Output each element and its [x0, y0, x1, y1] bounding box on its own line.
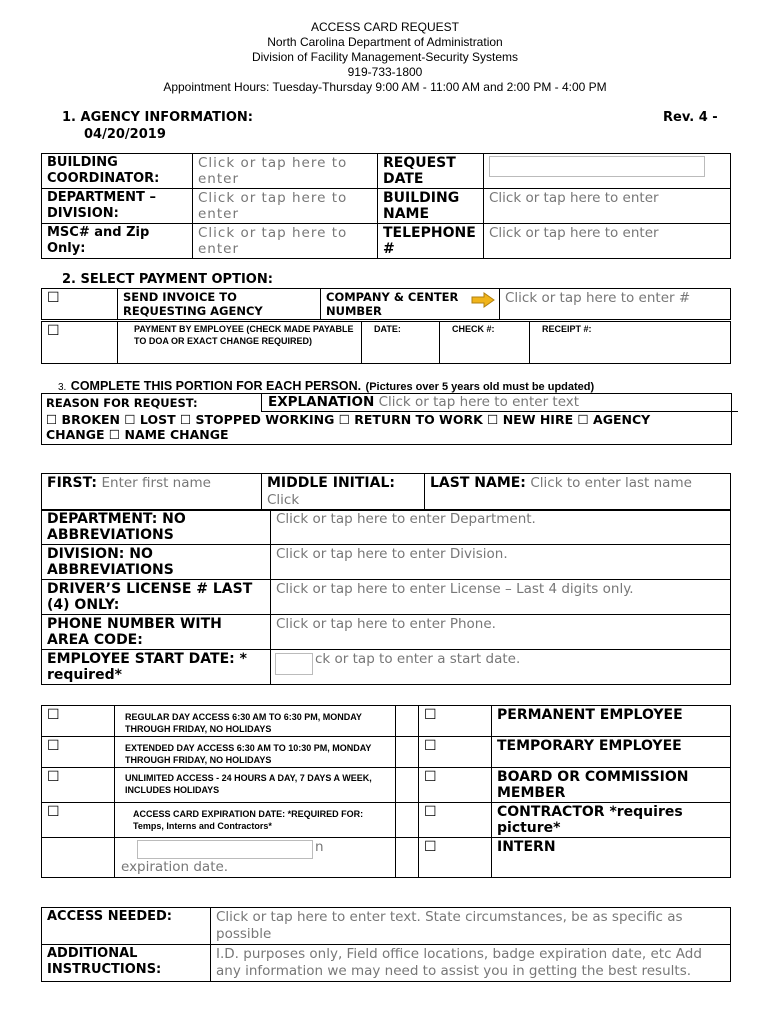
employee-payment-label: PAYMENT BY EMPLOYEE (CHECK MADE PAYABLE TO DOA OR EXACT CHANGE REQUIRED) — [118, 322, 362, 364]
spacer-cell — [396, 768, 419, 803]
arrow-right-icon — [471, 292, 495, 308]
phone-label: PHONE NUMBER WITH AREA CODE: — [42, 615, 271, 650]
temporary-employee-checkbox[interactable]: ☐ — [419, 737, 492, 768]
access-type-table — [41, 705, 731, 878]
request-date-label: REQUEST DATE — [378, 154, 484, 189]
reason-label: REASON FOR REQUEST: — [46, 396, 198, 410]
extended-access-label: EXTENDED DAY ACCESS 6:30 AM TO 10:30 PM, MONDAY THROUGH FRIDAY, NO HOLIDAYS — [115, 737, 396, 768]
intern-checkbox[interactable]: ☐ — [419, 838, 492, 878]
employee-payment-checkbox[interactable]: ☐ — [42, 322, 118, 364]
access-needed-label: ACCESS NEEDED: — [42, 908, 211, 945]
contractor-label: CONTRACTOR *requires picture* — [492, 803, 731, 838]
board-member-checkbox[interactable]: ☐ — [419, 768, 492, 803]
permanent-employee-label: PERMANENT EMPLOYEE — [492, 706, 731, 737]
revision-date: 04/20/2019 — [84, 127, 166, 142]
person-details-table — [41, 509, 731, 685]
telephone-label: TELEPHONE # — [378, 224, 484, 259]
start-date-picker[interactable] — [275, 653, 313, 675]
request-date-cell — [484, 154, 731, 189]
access-needed-field[interactable]: Click or tap here to enter text. State circumstances, be as specific as possible — [211, 908, 731, 945]
temporary-employee-label: TEMPORARY EMPLOYEE — [492, 737, 731, 768]
invoice-checkbox[interactable]: ☐ — [42, 289, 118, 320]
permanent-employee-checkbox[interactable]: ☐ — [419, 706, 492, 737]
form-title: ACCESS CARD REQUEST — [310, 20, 460, 34]
department-label: DEPARTMENT: NO ABBREVIATIONS — [42, 510, 271, 545]
spacer-cell — [396, 838, 419, 878]
intern-label: INTERN — [492, 838, 731, 878]
department-name: North Carolina Department of Administration — [267, 35, 503, 49]
last-name-field[interactable]: Click to enter last name — [530, 475, 692, 491]
building-name-label: BUILDING NAME — [378, 189, 484, 224]
last-name-label: LAST NAME: — [430, 475, 526, 491]
start-date-label: EMPLOYEE START DATE: * required* — [42, 650, 271, 685]
building-name-field[interactable]: Click or tap here to enter — [484, 189, 731, 224]
reason-options-line1[interactable]: ☐ BROKEN ☐ LOST ☐ STOPPED WORKING ☐ RETURN TO WORK ☐ NEW HIRE ☐ AGENCY — [46, 412, 651, 427]
msc-zip-field[interactable]: Click or tap here to enter — [193, 224, 378, 259]
building-coordinator-label: BUILDING COORDINATOR: — [42, 154, 193, 189]
department-field[interactable]: Click or tap here to enter Department. — [271, 510, 731, 545]
company-center-field[interactable]: Click or tap here to enter # — [500, 289, 731, 320]
telephone-field[interactable]: Click or tap here to enter — [484, 224, 731, 259]
contractor-checkbox[interactable]: ☐ — [419, 803, 492, 838]
phone-number: 919-733-1800 — [347, 65, 423, 79]
middle-initial-cell — [262, 474, 425, 511]
section3-title: COMPLETE THIS PORTION FOR EACH PERSON. — [70, 379, 362, 393]
explanation-field[interactable]: Click or tap here to enter text — [378, 394, 580, 410]
expiration-date-checkbox[interactable]: ☐ — [42, 803, 115, 838]
expiration-date-label: ACCESS CARD EXPIRATION DATE: *REQUIRED FOR: Temps, Interns and Contractors* — [115, 803, 396, 838]
middle-initial-field[interactable]: Click — [267, 492, 300, 508]
division-label: DIVISION: NO ABBREVIATIONS — [42, 545, 271, 580]
explanation-label: EXPLANATION — [268, 394, 375, 410]
section3-number: 3. — [58, 382, 67, 393]
building-coordinator-field[interactable]: Click or tap here to enter — [193, 154, 378, 189]
explanation-cell — [261, 394, 738, 412]
msc-zip-label: MSC# and Zip Only: — [42, 224, 193, 259]
expiration-partial-text: n — [315, 839, 324, 855]
expiration-date-cell — [115, 838, 396, 878]
section3-note: (Pictures over 5 years old must be updated) — [365, 381, 595, 393]
spacer-cell — [396, 737, 419, 768]
additional-instructions-label: ADDITIONAL INSTRUCTIONS: — [42, 945, 211, 982]
appointment-hours: Appointment Hours: Tuesday-Thursday 9:00 AM - 11:00 AM and 2:00 PM - 4:00 PM — [163, 80, 607, 94]
spacer-cell — [396, 706, 419, 737]
division-field[interactable]: Click or tap here to enter Division. — [271, 545, 731, 580]
unlimited-access-checkbox[interactable]: ☐ — [42, 768, 115, 803]
access-needed-table — [41, 907, 731, 982]
check-number-label: CHECK #: — [440, 322, 530, 364]
department-division-field[interactable]: Click or tap here to enter — [193, 189, 378, 224]
payment-employee-table — [41, 321, 731, 364]
reason-options-line2[interactable]: CHANGE ☐ NAME CHANGE — [46, 427, 229, 442]
date-label: DATE: — [362, 322, 440, 364]
company-center-label: COMPANY & CENTER NUMBER — [326, 290, 459, 318]
drivers-license-label: DRIVER’S LICENSE # LAST (4) ONLY: — [42, 580, 271, 615]
name-table — [41, 473, 731, 511]
department-division-label: DEPARTMENT – DIVISION: — [42, 189, 193, 224]
additional-instructions-field[interactable]: I.D. purposes only, Field office locations, badge expiration date, etc Add any information we may need to assist you in getting the best results. — [211, 945, 731, 982]
first-name-label: FIRST: — [47, 475, 98, 491]
division-name: Division of Facility Management-Security Systems — [251, 50, 519, 64]
receipt-number-label: RECEIPT #: — [530, 322, 731, 364]
drivers-license-field[interactable]: Click or tap here to enter License – Last 4 digits only. — [271, 580, 731, 615]
revision-label: Rev. 4 - — [663, 110, 718, 125]
first-name-cell — [42, 474, 262, 511]
payment-invoice-table — [41, 288, 731, 320]
expiration-date-field[interactable]: expiration date. — [121, 859, 229, 875]
unlimited-access-label: UNLIMITED ACCESS - 24 HOURS A DAY, 7 DAYS A WEEK, INCLUDES HOLIDAYS — [115, 768, 396, 803]
section2-title: 2. SELECT PAYMENT OPTION: — [62, 272, 273, 287]
reason-box — [41, 393, 732, 445]
spacer-cell — [396, 803, 419, 838]
regular-access-checkbox[interactable]: ☐ — [42, 706, 115, 737]
middle-initial-label: MIDDLE INITIAL: — [267, 475, 395, 491]
request-date-field[interactable] — [489, 156, 705, 177]
regular-access-label: REGULAR DAY ACCESS 6:30 AM TO 6:30 PM, MONDAY THROUGH FRIDAY, NO HOLIDAYS — [115, 706, 396, 737]
empty-cell — [42, 838, 115, 878]
start-date-field[interactable]: ck or tap to enter a start date. — [315, 651, 521, 667]
first-name-field[interactable]: Enter first name — [101, 475, 211, 491]
phone-field[interactable]: Click or tap here to enter Phone. — [271, 615, 731, 650]
last-name-cell — [425, 474, 731, 511]
agency-info-table — [41, 153, 731, 259]
invoice-option-label: SEND INVOICE TO REQUESTING AGENCY — [118, 289, 321, 320]
start-date-cell — [271, 650, 731, 685]
section1-title: 1. AGENCY INFORMATION: — [62, 110, 253, 125]
extended-access-checkbox[interactable]: ☐ — [42, 737, 115, 768]
expiration-date-picker[interactable] — [137, 840, 313, 859]
board-member-label: BOARD OR COMMISSION MEMBER — [492, 768, 731, 803]
company-center-cell — [321, 289, 500, 320]
